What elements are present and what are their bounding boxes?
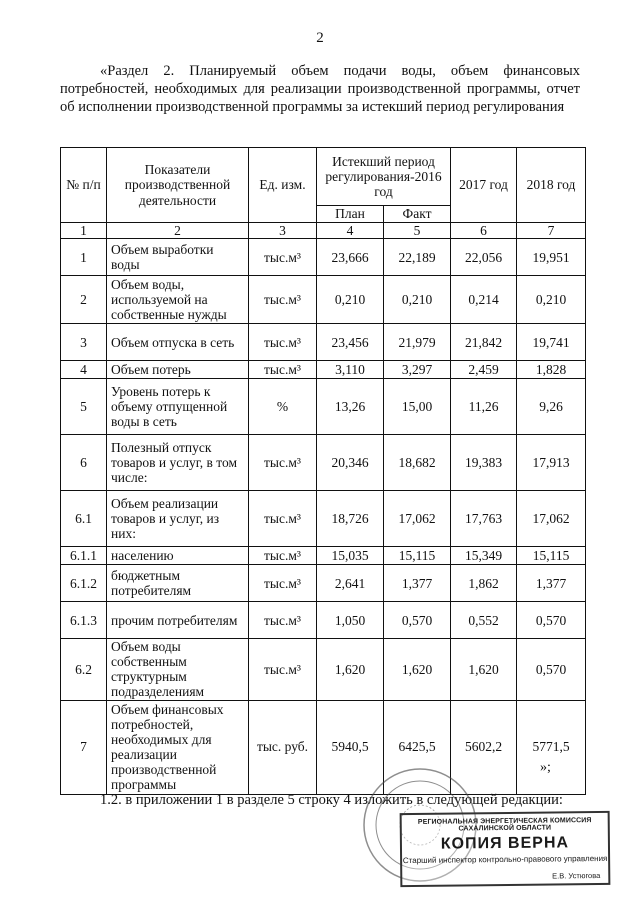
row-2017: 1,620 xyxy=(451,639,517,700)
row-indicator: Уровень потерь к объему отпущенной воды в сеть xyxy=(107,379,249,435)
stamp-title: КОПИЯ ВЕРНА xyxy=(440,834,570,853)
table-row xyxy=(61,547,586,565)
row-plan: 23,456 xyxy=(317,324,384,361)
row-fact: 17,062 xyxy=(384,491,451,547)
row-indicator: прочим потребителям xyxy=(107,602,249,639)
row-fact: 0,210 xyxy=(384,276,451,324)
row-indicator: Объем отпуска в сеть xyxy=(107,324,249,361)
row-2018: 0,210 xyxy=(517,276,586,324)
row-plan: 2,641 xyxy=(317,565,384,602)
row-2017: 1,862 xyxy=(451,565,517,602)
row-2017: 2,459 xyxy=(451,361,517,379)
table-row xyxy=(61,700,586,794)
header-2017: 2017 год xyxy=(451,148,517,223)
header-unit: Ед. изм. xyxy=(249,148,317,223)
row-plan: 3,110 xyxy=(317,361,384,379)
row-indicator: Полезный отпуск товаров и услуг, в том числе: xyxy=(107,435,249,491)
row-2017: 21,842 xyxy=(451,324,517,361)
col-number: 7 xyxy=(517,223,586,239)
row-plan: 23,666 xyxy=(317,239,384,276)
row-2018: 0,570 xyxy=(517,639,586,700)
col-number: 5 xyxy=(384,223,451,239)
row-plan: 0,210 xyxy=(317,276,384,324)
row-fact: 0,570 xyxy=(384,602,451,639)
row-fact: 15,115 xyxy=(384,547,451,565)
row-plan: 1,620 xyxy=(317,639,384,700)
row-fact: 1,620 xyxy=(384,639,451,700)
row-2017: 5602,2 xyxy=(451,700,517,794)
table-row xyxy=(61,491,586,547)
row-unit: тыс.м³ xyxy=(249,435,317,491)
row-unit: тыс.м³ xyxy=(249,324,317,361)
row-plan: 13,26 xyxy=(317,379,384,435)
row-indicator: Объем потерь xyxy=(107,361,249,379)
row-plan: 5940,5 xyxy=(317,700,384,794)
row-num: 7 xyxy=(61,700,107,794)
table-row xyxy=(61,276,586,324)
row-num: 5 xyxy=(61,379,107,435)
row-unit: тыс.м³ xyxy=(249,361,317,379)
row-indicator: Объем воды собственным структурным подразделениям xyxy=(107,639,249,700)
stamp-organization: РЕГИОНАЛЬНАЯ ЭНЕРГЕТИЧЕСКАЯ КОМИССИЯ САХАЛИНСКОЙ ОБЛАСТИ xyxy=(417,817,592,833)
col-number: 3 xyxy=(249,223,317,239)
certified-copy-stamp xyxy=(400,811,611,887)
row-unit: тыс. руб. xyxy=(249,700,317,794)
row-fact: 6425,5 xyxy=(384,700,451,794)
row-fact: 18,682 xyxy=(384,435,451,491)
stamp-signer: Е.В. Устюгова xyxy=(552,871,601,881)
row-num: 6.1 xyxy=(61,491,107,547)
row-indicator: Объем воды, используемой на собственные нужды xyxy=(107,276,249,324)
row-2018: 1,377 xyxy=(517,565,586,602)
row-2017: 0,552 xyxy=(451,602,517,639)
row-2018: 17,062 xyxy=(517,491,586,547)
stamp-position: Старший инспектор контрольно-правового управления xyxy=(402,853,608,866)
row-indicator: Объем реализации товаров и услуг, из них: xyxy=(107,491,249,547)
row-plan: 18,726 xyxy=(317,491,384,547)
row-num: 6.1.2 xyxy=(61,565,107,602)
row-num: 6 xyxy=(61,435,107,491)
row-2018: 19,951 xyxy=(517,239,586,276)
row-num: 6.1.1 xyxy=(61,547,107,565)
closing-quote: »; xyxy=(540,760,551,775)
row-unit: тыс.м³ xyxy=(249,602,317,639)
row-2017: 17,763 xyxy=(451,491,517,547)
row-2018: 1,828 xyxy=(517,361,586,379)
production-program-table xyxy=(60,147,586,795)
col-number: 1 xyxy=(61,223,107,239)
row-unit: тыс.м³ xyxy=(249,639,317,700)
row-2017: 0,214 xyxy=(451,276,517,324)
row-2017: 19,383 xyxy=(451,435,517,491)
header-2018: 2018 год xyxy=(517,148,586,223)
row-num: 6.2 xyxy=(61,639,107,700)
row-num: 1 xyxy=(61,239,107,276)
row-num: 4 xyxy=(61,361,107,379)
row-indicator: Объем выработки воды xyxy=(107,239,249,276)
row-num: 3 xyxy=(61,324,107,361)
table-row xyxy=(61,324,586,361)
col-number: 4 xyxy=(317,223,384,239)
table-row xyxy=(61,361,586,379)
col-number: 6 xyxy=(451,223,517,239)
row-2018: 9,26 xyxy=(517,379,586,435)
row-unit: % xyxy=(249,379,317,435)
row-fact: 15,00 xyxy=(384,379,451,435)
table-row xyxy=(61,565,586,602)
row-unit: тыс.м³ xyxy=(249,276,317,324)
row-2018: 19,741 xyxy=(517,324,586,361)
row-num: 6.1.3 xyxy=(61,602,107,639)
row-plan: 20,346 xyxy=(317,435,384,491)
row-2018: 15,115 xyxy=(517,547,586,565)
row-2018: 0,570 xyxy=(517,602,586,639)
col-number: 2 xyxy=(107,223,249,239)
header-plan: План xyxy=(317,206,384,223)
table-row xyxy=(61,435,586,491)
row-unit: тыс.м³ xyxy=(249,565,317,602)
table-row xyxy=(61,602,586,639)
table-row xyxy=(61,379,586,435)
row-2017: 22,056 xyxy=(451,239,517,276)
table-row xyxy=(61,639,586,700)
row-2018: 17,913 xyxy=(517,435,586,491)
row-2017: 15,349 xyxy=(451,547,517,565)
section-intro: «Раздел 2. Планируемый объем подачи воды, объем финансовых потребностей, необходимых для реализации производственной программы, отчет об исполнении производственной программы за истекший период регулирования xyxy=(60,63,580,116)
amendment-paragraph: 1.2. в приложении 1 в разделе 5 строку 4 изложить в следующей редакции: xyxy=(100,792,563,808)
row-fact: 21,979 xyxy=(384,324,451,361)
table-row xyxy=(61,239,586,276)
header-num: № п/п xyxy=(61,148,107,223)
row-num: 2 xyxy=(61,276,107,324)
row-plan: 15,035 xyxy=(317,547,384,565)
row-2018: 5771,5 xyxy=(517,700,586,794)
header-fact: Факт xyxy=(384,206,451,223)
header-period: Истекший период регулирования-2016 год xyxy=(317,148,451,206)
row-2017: 11,26 xyxy=(451,379,517,435)
row-unit: тыс.м³ xyxy=(249,491,317,547)
row-fact: 22,189 xyxy=(384,239,451,276)
header-indicator: Показатели производственной деятельности xyxy=(107,148,249,223)
column-number-row xyxy=(61,223,586,239)
row-unit: тыс.м³ xyxy=(249,239,317,276)
row-fact: 3,297 xyxy=(384,361,451,379)
row-fact: 1,377 xyxy=(384,565,451,602)
row-indicator: населению xyxy=(107,547,249,565)
row-indicator: бюджетным потребителям xyxy=(107,565,249,602)
row-indicator: Объем финансовых потребностей, необходимых для реализации производственной программы xyxy=(107,700,249,794)
page-number: 2 xyxy=(316,30,324,46)
row-plan: 1,050 xyxy=(317,602,384,639)
row-unit: тыс.м³ xyxy=(249,547,317,565)
